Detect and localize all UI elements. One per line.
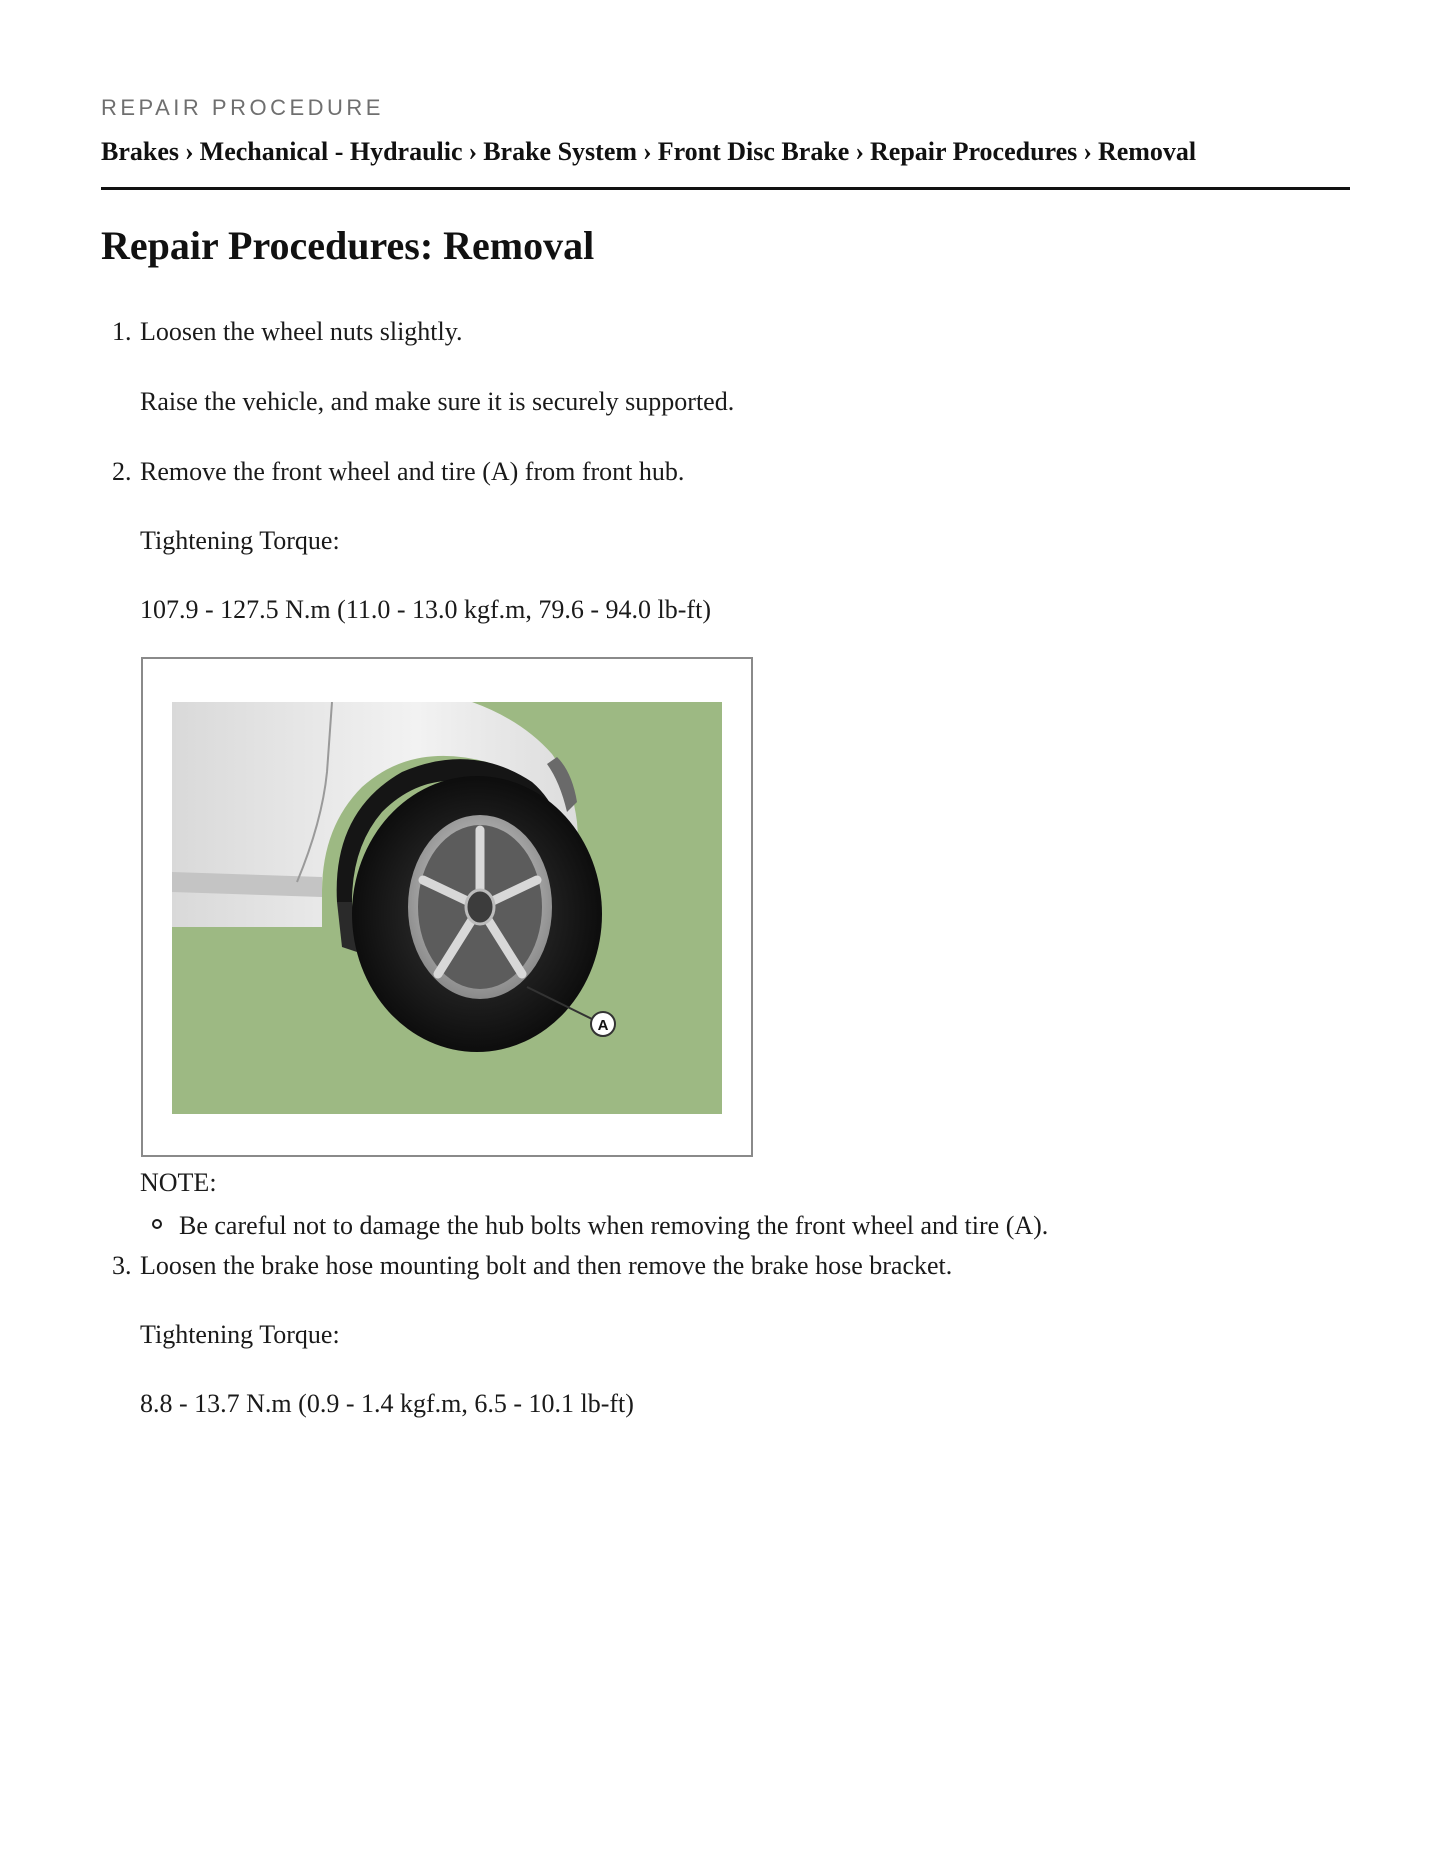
torque-value: 107.9 - 127.5 N.m (11.0 - 13.0 kgf.m, 79.6 - 94.0 lb-ft) [140, 595, 711, 624]
note-label: NOTE: [140, 1168, 217, 1197]
hub-cap [466, 890, 494, 924]
torque-label: Tightening Torque: [140, 1320, 340, 1349]
wheel-tire-illustration [172, 702, 722, 1114]
callout-label: A [597, 1017, 609, 1034]
breadcrumb-separator: › [468, 137, 478, 166]
bullet-icon [152, 1219, 162, 1229]
torque-value: 8.8 - 13.7 N.m (0.9 - 1.4 kgf.m, 6.5 - 10.1 lb-ft) [140, 1389, 634, 1418]
breadcrumb-separator: › [1083, 137, 1092, 166]
step-number: 1. [112, 317, 132, 346]
breadcrumb-item-brake-system[interactable]: Brake System [483, 137, 638, 166]
step-text: Remove the front wheel and tire (A) from front hub. [140, 457, 685, 486]
note-item: Be careful not to damage the hub bolts when removing the front wheel and tire (A). [179, 1211, 1049, 1240]
step-text: Loosen the brake hose mounting bolt and then remove the brake hose bracket. [140, 1251, 953, 1280]
breadcrumb [101, 137, 1196, 167]
breadcrumb-item-mechanical-hydraulic[interactable]: Mechanical - Hydraulic [199, 137, 463, 166]
step-number: 3. [112, 1251, 132, 1280]
breadcrumb-item-repair-procedures[interactable]: Repair Procedures [870, 137, 1078, 166]
step-number: 2. [112, 457, 132, 486]
page-title: Repair Procedures: Removal [101, 223, 595, 268]
step-text: Loosen the wheel nuts slightly. [140, 317, 463, 346]
breadcrumb-item-brakes[interactable]: Brakes [101, 137, 179, 166]
breadcrumb-item-front-disc-brake[interactable]: Front Disc Brake [657, 137, 850, 166]
breadcrumb-item-removal: Removal [1097, 137, 1197, 166]
section-kicker: REPAIR PROCEDURE [101, 95, 384, 120]
step-subtext: Raise the vehicle, and make sure it is securely supported. [140, 387, 735, 416]
breadcrumb-separator: › [185, 137, 194, 166]
wheel-removal-figure [141, 657, 753, 1157]
breadcrumb-separator: › [643, 137, 652, 166]
header-divider [101, 187, 1350, 190]
torque-label: Tightening Torque: [140, 526, 340, 555]
breadcrumb-separator: › [855, 137, 864, 166]
